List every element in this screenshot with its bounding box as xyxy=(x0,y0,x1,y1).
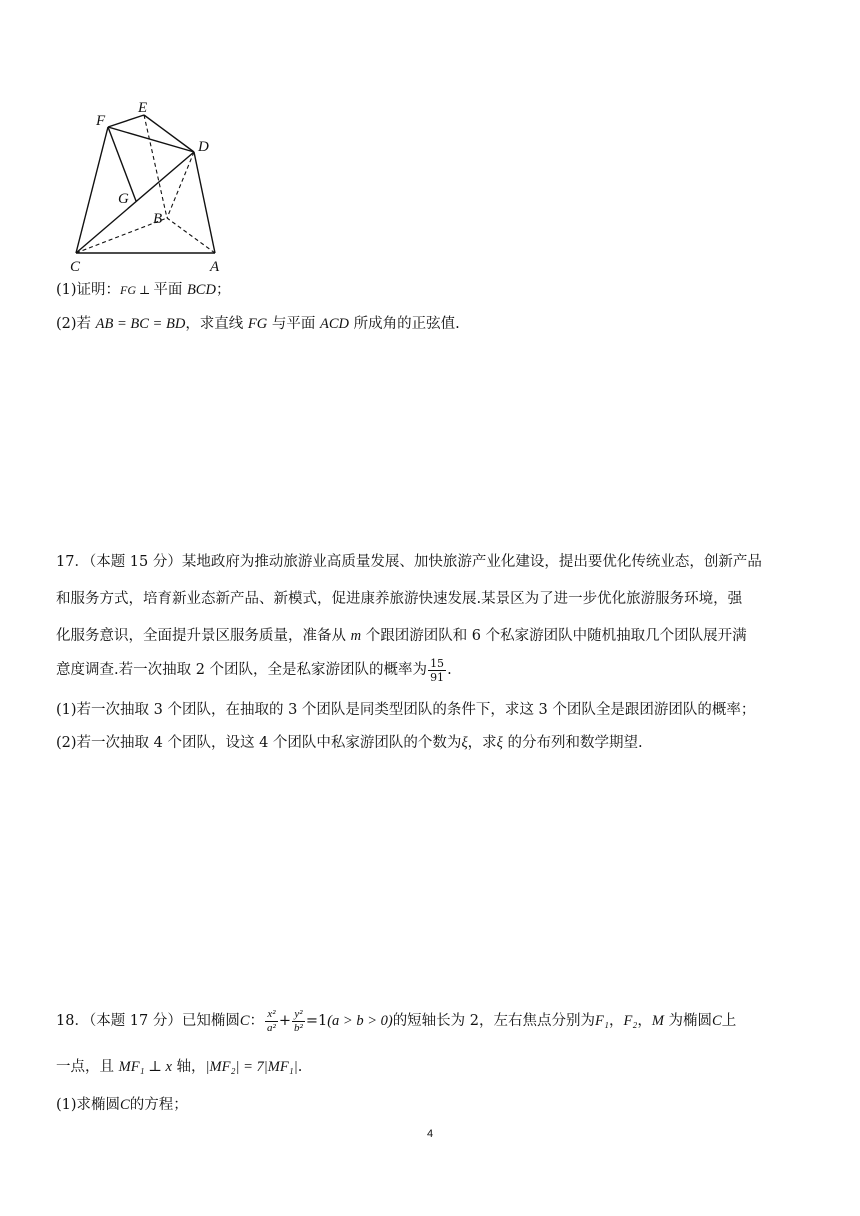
q18-line2-c: 轴， xyxy=(171,1059,206,1075)
q18-M: M xyxy=(651,1013,664,1029)
q17-p2-c: 的分布列和数学期望. xyxy=(502,735,643,751)
q17-p2-xi: ξ xyxy=(461,735,468,751)
q18-line2 xyxy=(56,1057,302,1077)
edge-AB-dashed xyxy=(167,218,215,253)
q18-line1 xyxy=(56,1006,736,1036)
edge-FG xyxy=(108,127,136,201)
q18-part1 xyxy=(56,1095,188,1115)
q16-p2-prefix: (2)若 xyxy=(56,316,96,332)
label-B: B xyxy=(153,211,163,227)
q16-p2-cond: AB = BC = BD xyxy=(95,316,186,332)
q17-line4-end: . xyxy=(447,662,452,678)
edge-DB-dashed xyxy=(167,152,194,218)
q17-part1: (1)若一次抽取 3 个团队，在抽取的 3 个团队是同类型团队的条件下，求这 3 个团队全是跟团游团队的概率； xyxy=(56,702,756,718)
q18-p1-C: C xyxy=(120,1097,130,1113)
q18-a2: a² xyxy=(267,1021,276,1034)
q18-line2-d: |MF₂| = 7|MF₁| xyxy=(205,1059,298,1075)
q18-line2-a: 一点，且 xyxy=(56,1059,119,1075)
edge-CD xyxy=(76,152,194,253)
label-D: D xyxy=(198,139,209,155)
q17-frac-num: 15 xyxy=(430,656,445,670)
page-number: 4 xyxy=(426,1128,434,1140)
q16-p2-text2: 与平面 xyxy=(267,316,320,332)
q18-eq: =1 xyxy=(305,1013,328,1029)
q17-line3-b: 个跟团游团队和 6 个私家游团队中随机抽取几个团队展开满 xyxy=(361,628,747,644)
q16-p2-text3: 所成角的正弦值. xyxy=(348,316,460,332)
q16-part1 xyxy=(56,280,230,300)
q16-p1-end: ； xyxy=(215,282,231,298)
q18-plus: + xyxy=(278,1013,292,1029)
pyramid-diagram xyxy=(60,95,240,275)
q18-b2: b² xyxy=(294,1021,303,1034)
q18-text4: 上 xyxy=(721,1013,737,1029)
q18-text3: 为椭圆 xyxy=(663,1013,713,1029)
q17-fraction xyxy=(428,657,446,684)
geometry-figure xyxy=(60,95,240,275)
q18-frac-x xyxy=(265,1008,278,1035)
q18-C: C xyxy=(239,1013,250,1029)
q18-x2: x² xyxy=(265,1008,278,1022)
q18-cond: (a > b > 0) xyxy=(327,1013,393,1029)
q16-p2-plane: ACD xyxy=(319,316,349,332)
q16-p1-text: 平面 xyxy=(153,282,187,298)
edge-FE xyxy=(108,115,144,127)
q17-p2-b: ，求 xyxy=(467,735,497,751)
q17-part2 xyxy=(56,733,643,753)
q18-text1: 的短轴长为 2，左右焦点分别为 xyxy=(392,1013,596,1029)
label-F: F xyxy=(96,113,106,129)
q17-line1: 17．（本题 15 分）某地政府为推动旅游业高质量发展、加快旅游产业化建设，提出要优化传统业态，创新产品 xyxy=(56,554,762,570)
q18-p1-b: 的方程； xyxy=(129,1097,188,1113)
edge-EB-dashed xyxy=(144,115,167,218)
edge-DA xyxy=(194,152,215,253)
q18-frac-y xyxy=(292,1008,305,1035)
q18-text2: ， xyxy=(637,1013,652,1029)
q17-frac-den: 91 xyxy=(430,670,445,684)
label-C: C xyxy=(70,259,81,275)
q18-F1: F₁ xyxy=(595,1013,609,1029)
q16-p2-text1: ，求直线 xyxy=(185,316,248,332)
q17-line3-m: m xyxy=(350,628,362,644)
q16-p1-math: FG ⊥ xyxy=(120,283,154,297)
q17-line3 xyxy=(56,626,747,646)
q18-y2: y² xyxy=(292,1008,305,1022)
edge-FC xyxy=(76,127,108,253)
q16-p2-line: FG xyxy=(247,316,268,332)
label-E: E xyxy=(138,100,148,116)
q17-line2: 和服务方式，培育新业态新产品、新模式，促进康养旅游快速发展.某景区为了进一步优化旅游服务环境，强 xyxy=(56,591,743,607)
q18-colon: ： xyxy=(249,1013,265,1029)
q18-lead: 18．（本题 17 分）已知椭圆 xyxy=(56,1013,240,1029)
q18-F2: F₂ xyxy=(623,1013,638,1029)
q18-line2-b: MF₁ ⊥ x xyxy=(118,1059,172,1075)
q18-p1-a: (1)求椭圆 xyxy=(56,1097,121,1113)
q18-sep: ， xyxy=(608,1013,624,1029)
q17-line3-a: 化服务意识，全面提升景区服务质量，准备从 xyxy=(56,628,351,644)
q16-part2 xyxy=(56,314,460,334)
q17-p2-a: (2)若一次抽取 4 个团队，设这 4 个团队中私家游团队的个数为 xyxy=(56,735,462,751)
label-A: A xyxy=(210,259,220,275)
q17-line4 xyxy=(56,655,452,685)
q18-C2: C xyxy=(712,1013,722,1029)
q17-p2-xi2: ξ xyxy=(496,735,503,751)
q18-line2-e: . xyxy=(297,1059,303,1075)
q16-p1-prefix: (1)证明： xyxy=(56,282,121,298)
label-G: G xyxy=(118,191,129,207)
edge-FD xyxy=(108,127,194,152)
q16-p1-plane: BCD xyxy=(186,282,216,298)
q17-line4-a: 意度调查.若一次抽取 2 个团队，全是私家游团队的概率为 xyxy=(56,662,428,678)
edge-ED xyxy=(144,115,194,152)
